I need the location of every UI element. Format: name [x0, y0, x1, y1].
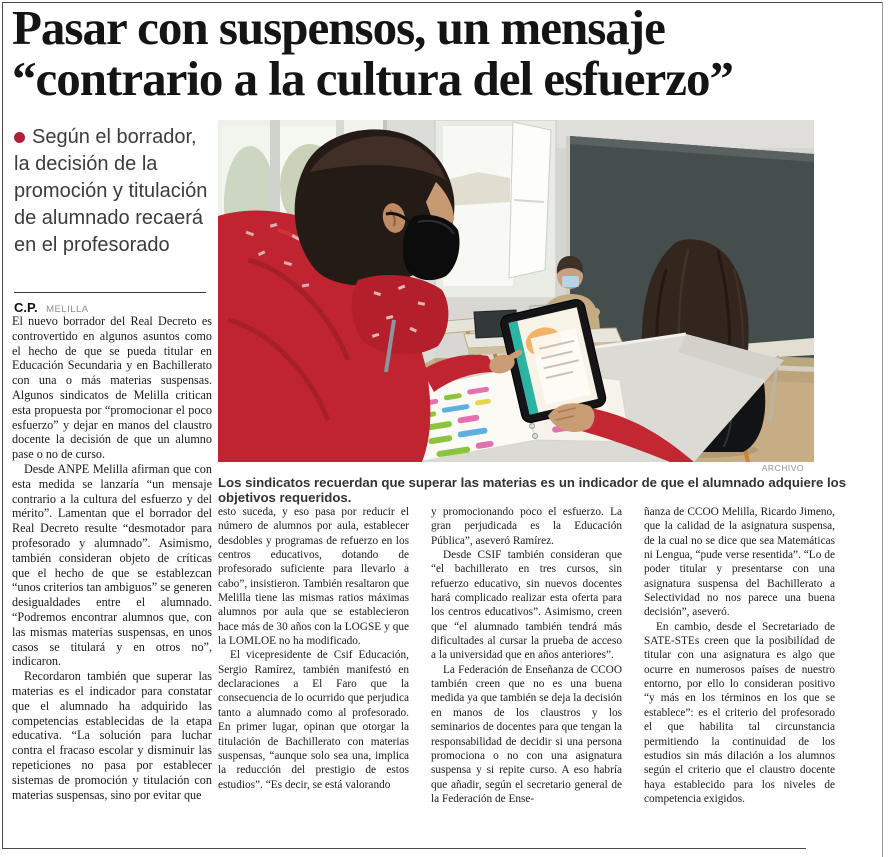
- paragraph: ñanza de CCOO Melilla, Ricardo Jimeno, que la calidad de la asignatura suspensa, de la cual no se dice que sea Matemáticas ni Lengua, “pude verse resentida”. “Lo de poder titular y presentarse con una asignatura suspensa del Bachillerato a Selectividad no nos parece una buena decisión”, aseveró.: [644, 506, 835, 619]
- byline-divider: [14, 292, 206, 293]
- paragraph: La Federación de Enseñanza de CCOO también creen que no es una buena medida ya que también se deja la decisión en manos de los claustros y los seminarios de docentes para que tengan la responsabilidad de decidir si una persona promociona o no con una asignatura suspensa y si repite curso. A eso habría que añadir, según el secretario general de la Federación de Ense-: [431, 663, 622, 805]
- paragraph: El vicepresidente de Csif Educación, Sergio Ramírez, también manifestó en declaraciones a El Faro que la consecuencia de lo ocurrido que perjudica tanto a alumnado como al profesorado. En primer lugar, opinan que otorgar la titulación de Bachillerato con materias suspensas, “aunque solo sea una, implica la reducción del prestigio de estos estudios”. “Es decir, se está valorando: [218, 649, 409, 791]
- byline-location: MELILLA: [46, 304, 89, 315]
- body-column-3: [431, 505, 622, 850]
- body-columns: [218, 505, 835, 850]
- paragraph: y promocionando poco el esfuerzo. La gran perjudicada es la Educación Pública”, aseveró Ramírez.: [431, 506, 622, 547]
- body-column-4: [644, 505, 835, 850]
- standfirst: [14, 124, 212, 259]
- paragraph: Desde ANPE Melilla afirman que con esta medida se lanzaría “un mensaje contrario a la cultura del esfuerzo y del mérito”. Lamentan que el borrador del Real Decreto resulte “desmotador para profesorado y alumnado”. Asimismo, también consideran objeto de críticas que el hecho de que se establezcan “unos criterios tan ambiguos” se generen desigualdades entre el alumnado. “Podremos encontrar alumnos que, con las mismas materias suspensas, en unos casos se titulará y en otros no”, indicaron.: [12, 461, 212, 669]
- body-column-2: [218, 505, 409, 850]
- classroom-photo-illustration: [218, 120, 814, 462]
- paragraph: Recordaron también que superar las materias es el indicador para constatar que el alumnado ha adquirido las competencias establecidas de la etapa educativa. “La solución para luchar contra el fracaso escolar y disminuir las repeticiones no pasa por establecer sistemas de promoción y titulación con materias suspensas, sino por evitar que: [12, 669, 212, 802]
- article-border-right: [882, 2, 883, 857]
- paragraph: El nuevo borrador del Real Decreto es controvertido en algunos asuntos como el hecho de que se pueda titular en Educación Secundaria y en Bachillerato con una o más materias suspensas. Algunos sindicatos de Melilla critican esta propuesta por “promocionar el poco esfuerzo” y dejar en manos del claustro docente la decisión de que un alumno pase o no de curso.: [12, 314, 212, 462]
- bullet-icon: [14, 132, 25, 143]
- classroom-photo: [218, 120, 814, 462]
- paragraph: Desde CSIF también consideran que “el bachillerato en tres cursos, sin refuerzo educativo, sin nuevos docentes hará complicado realizar esta oferta para los centros educativos”. Asimismo, creen que “el alumnado también tendrá más dificultades al cursar la prueba de acceso a la universidad que en años anteriores”.: [431, 549, 622, 662]
- body-column-1: [12, 314, 212, 848]
- headline: Pasar con suspensos, un mensaje “contrario a la cultura del esfuerzo”: [12, 0, 733, 106]
- face-mask: [403, 215, 460, 280]
- byline-author: C.P.: [14, 300, 38, 315]
- standfirst-text: Según el borrador, la decisión de la promoción y titulación de alumnado recaerá en el profesorado: [14, 126, 208, 256]
- face-mask-teacher: [562, 276, 579, 287]
- paragraph: esto suceda, y eso pasa por reducir el número de alumnos por aula, establecer desdobles y programas de refuerzo en los centros educativos, dotando de profesorado suficiente para llevarlo a cabo”, insistieron. También resaltaron que Melilla tiene las mismas ratios máximas alumnos por aula que se establecieron hace más de 30 años con la LOGSE y que la LOMLOE no ha modificado.: [218, 506, 409, 648]
- paragraph: En cambio, desde el Secretariado de SATE-STEs creen que la posibilidad de titular con una asignatura es algo que ocurre en numerosos países de nuestro entorno, por ello lo consideran positivo “y más en los términos en los que se establece”: es el criterio del profesorado el que habilita tal circunstancia permitiendo la continuidad de los estudios sin más dilación a los alumnos según el criterio que el claustro docente haya establecido para los niveles de competencia exigidos.: [644, 620, 835, 805]
- photo-credit: ARCHIVO: [761, 463, 804, 473]
- article-border-left: [2, 2, 3, 849]
- photo-caption: Los sindicatos recuerdan que superar las materias es un indicador de que el alumnado adquiere los objetivos requeridos.: [218, 475, 847, 505]
